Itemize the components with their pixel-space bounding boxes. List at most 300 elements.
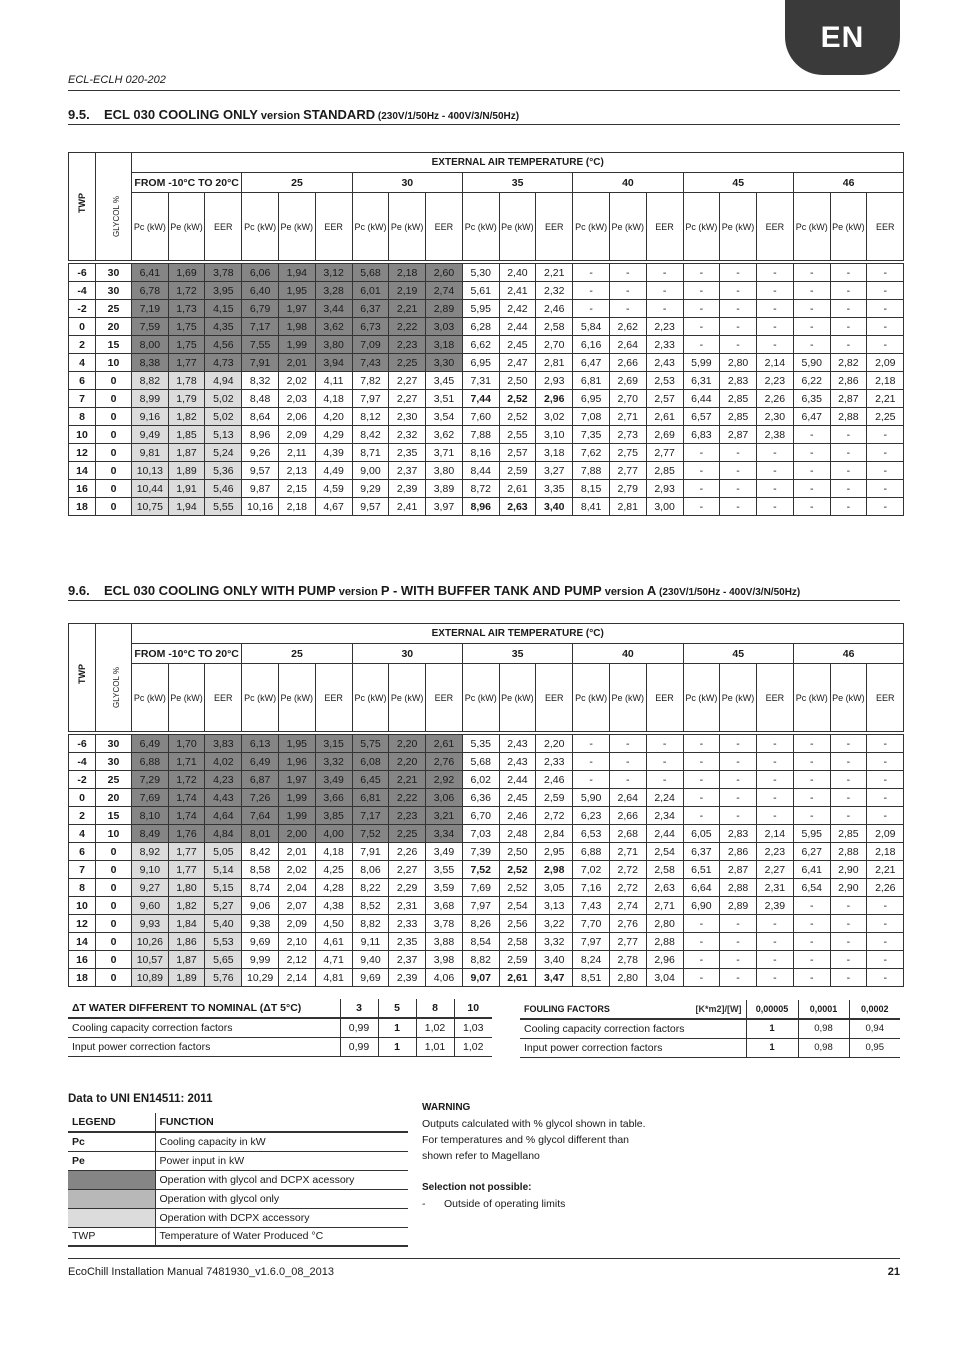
performance-cell: 10,26 — [132, 933, 169, 951]
performance-cell: 6,51 — [683, 861, 720, 879]
performance-cell: 9,49 — [132, 426, 169, 444]
performance-cell: 2,18 — [278, 498, 315, 516]
performance-cell: 2,10 — [278, 933, 315, 951]
performance-cell: 5,40 — [205, 915, 242, 933]
performance-cell: 8,22 — [352, 879, 389, 897]
performance-cell: 7,03 — [462, 825, 499, 843]
cell-value: 1,02 — [416, 1018, 454, 1037]
twp-value: 0 — [69, 318, 96, 336]
performance-cell: 9,93 — [132, 915, 169, 933]
performance-cell: 2,88 — [646, 933, 683, 951]
performance-cell: 2,74 — [609, 897, 646, 915]
performance-cell: 9,60 — [132, 897, 169, 915]
performance-cell: - — [683, 789, 720, 807]
performance-cell: 2,00 — [278, 825, 315, 843]
performance-cell: 5,14 — [205, 861, 242, 879]
section-number: 9.5. — [68, 107, 90, 122]
performance-cell: - — [683, 462, 720, 480]
performance-cell: 2,66 — [609, 354, 646, 372]
selection-line — [422, 1196, 682, 1212]
performance-cell: - — [573, 735, 610, 753]
table-row — [69, 843, 904, 861]
performance-cell: 4,06 — [425, 969, 462, 987]
performance-cell: - — [683, 735, 720, 753]
performance-cell: 6,88 — [132, 753, 169, 771]
performance-cell: 6,44 — [683, 390, 720, 408]
performance-cell: 4,43 — [205, 789, 242, 807]
performance-cell: 2,85 — [646, 462, 683, 480]
performance-cell: - — [683, 264, 720, 282]
performance-cell: 8,92 — [132, 843, 169, 861]
eer-header: EER — [315, 193, 352, 261]
performance-cell: 2,92 — [425, 771, 462, 789]
glycol-value: 20 — [96, 789, 132, 807]
performance-cell: 2,76 — [425, 753, 462, 771]
performance-cell: 7,39 — [462, 843, 499, 861]
performance-cell: 1,72 — [168, 282, 205, 300]
performance-cell: 6,08 — [352, 753, 389, 771]
performance-cell: 2,52 — [499, 408, 536, 426]
function-head: FUNCTION — [155, 1113, 408, 1132]
performance-cell: 2,64 — [609, 336, 646, 354]
selection-text: Outside of operating limits — [444, 1198, 566, 1210]
temp-group-header: 25 — [242, 173, 352, 193]
performance-cell: 6,73 — [352, 318, 389, 336]
fouling-col: 0,0002 — [849, 1000, 900, 1019]
performance-cell: - — [756, 753, 793, 771]
glycol-value: 0 — [96, 933, 132, 951]
pc-header: Pc (kW) — [573, 193, 610, 261]
performance-cell: 3,88 — [425, 933, 462, 951]
performance-cell: 2,77 — [609, 933, 646, 951]
performance-cell: 3,95 — [205, 282, 242, 300]
performance-cell: 1,87 — [168, 444, 205, 462]
performance-cell: 2,73 — [609, 426, 646, 444]
performance-cell: 1,96 — [278, 753, 315, 771]
glycol-value: 0 — [96, 969, 132, 987]
performance-cell: 2,45 — [499, 789, 536, 807]
legend-function: Operation with glycol and DCPX acessory — [155, 1170, 408, 1189]
title-version-2: A — [646, 583, 657, 598]
performance-cell: - — [609, 753, 646, 771]
performance-cell: 6,70 — [462, 807, 499, 825]
performance-cell: 2,87 — [720, 861, 757, 879]
twp-value: 14 — [69, 933, 96, 951]
performance-cell: 5,27 — [205, 897, 242, 915]
performance-cell: 6,49 — [132, 735, 169, 753]
fouling-factors-table — [520, 1000, 900, 1058]
performance-cell: 6,64 — [683, 879, 720, 897]
performance-cell: - — [830, 318, 867, 336]
performance-cell: 5,75 — [352, 735, 389, 753]
performance-cell: 8,71 — [352, 444, 389, 462]
performance-cell: 2,46 — [536, 771, 573, 789]
performance-cell: 2,12 — [278, 951, 315, 969]
performance-cell: 3,30 — [425, 354, 462, 372]
performance-cell: 6,05 — [683, 825, 720, 843]
performance-cell: - — [720, 951, 757, 969]
performance-cell: 2,42 — [499, 300, 536, 318]
performance-cell: 8,15 — [573, 480, 610, 498]
performance-cell: 2,72 — [536, 807, 573, 825]
twp-value: 12 — [69, 444, 96, 462]
performance-cell: - — [830, 480, 867, 498]
pc-header: Pc (kW) — [683, 193, 720, 261]
performance-cell: - — [793, 753, 830, 771]
performance-cell: 1,69 — [168, 264, 205, 282]
performance-cell: - — [756, 807, 793, 825]
twp-value: 10 — [69, 426, 96, 444]
pe-header: Pe (kW) — [720, 664, 757, 732]
performance-cell: 2,87 — [830, 390, 867, 408]
performance-cell: 2,11 — [278, 444, 315, 462]
performance-cell: 1,94 — [278, 264, 315, 282]
performance-cell: 1,99 — [278, 789, 315, 807]
performance-cell: 2,34 — [646, 807, 683, 825]
performance-cell: 4,67 — [315, 498, 352, 516]
performance-cell: - — [609, 771, 646, 789]
performance-cell: 6,47 — [793, 408, 830, 426]
performance-cell: 1,95 — [278, 735, 315, 753]
performance-cell: 7,09 — [352, 336, 389, 354]
performance-cell: 2,68 — [609, 825, 646, 843]
performance-cell: 6,36 — [462, 789, 499, 807]
performance-cell: - — [683, 969, 720, 987]
performance-cell: - — [720, 264, 757, 282]
performance-cell: 2,85 — [720, 408, 757, 426]
table-row — [69, 318, 904, 336]
performance-cell: 5,05 — [205, 843, 242, 861]
pc-header: Pc (kW) — [462, 664, 499, 732]
performance-cell: 4,81 — [315, 969, 352, 987]
performance-cell: 6,81 — [352, 789, 389, 807]
legend-key: TWP — [68, 1227, 155, 1246]
table-row — [69, 897, 904, 915]
fouling-col: 0,00005 — [746, 1000, 798, 1019]
performance-cell: 2,63 — [499, 498, 536, 516]
performance-cell: - — [830, 771, 867, 789]
glycol-value: 0 — [96, 372, 132, 390]
eer-header: EER — [867, 664, 904, 732]
twp-value: 12 — [69, 915, 96, 933]
legend-row — [68, 1132, 408, 1151]
performance-cell: 2,25 — [389, 825, 426, 843]
performance-cell: 7,35 — [573, 426, 610, 444]
performance-cell: - — [830, 426, 867, 444]
performance-cell: 7,88 — [462, 426, 499, 444]
legend-title: Data to UNI EN14511: 2011 — [68, 1093, 213, 1105]
table-row — [69, 264, 904, 282]
performance-cell: 3,80 — [425, 462, 462, 480]
performance-cell: 9,07 — [462, 969, 499, 987]
performance-cell: - — [609, 282, 646, 300]
performance-cell: 2,35 — [389, 933, 426, 951]
row-label: Input power correction factors — [68, 1037, 340, 1056]
performance-cell: 8,10 — [132, 807, 169, 825]
performance-cell: 5,35 — [462, 735, 499, 753]
table-row — [69, 300, 904, 318]
temp-group-header: FROM -10°C TO 20°C — [132, 173, 242, 193]
performance-cell: 2,77 — [646, 444, 683, 462]
table-row — [69, 915, 904, 933]
performance-cell: - — [793, 264, 830, 282]
performance-cell: 2,95 — [536, 843, 573, 861]
twp-value: 0 — [69, 789, 96, 807]
temp-group-header: 30 — [352, 644, 462, 664]
performance-cell: 2,70 — [609, 390, 646, 408]
twp-value: 8 — [69, 879, 96, 897]
performance-cell: 3,85 — [315, 807, 352, 825]
performance-cell: 2,44 — [499, 318, 536, 336]
performance-cell: 6,47 — [573, 354, 610, 372]
performance-cell: 3,94 — [315, 354, 352, 372]
glycol-value: 0 — [96, 480, 132, 498]
performance-cell: 1,94 — [168, 498, 205, 516]
performance-cell: - — [793, 933, 830, 951]
performance-cell: 8,42 — [242, 843, 279, 861]
performance-cell: 2,63 — [646, 879, 683, 897]
performance-cell: - — [720, 807, 757, 825]
eer-header: EER — [425, 664, 462, 732]
performance-cell: 3,83 — [205, 735, 242, 753]
performance-cell: - — [683, 498, 720, 516]
cell-value: 0,98 — [798, 1019, 849, 1038]
performance-cell: 2,04 — [278, 879, 315, 897]
performance-table-standard — [68, 152, 904, 516]
performance-cell: 2,59 — [536, 789, 573, 807]
performance-cell: 3,04 — [646, 969, 683, 987]
twp-value: -2 — [69, 300, 96, 318]
performance-cell: 2,90 — [830, 879, 867, 897]
performance-cell: 2,27 — [389, 390, 426, 408]
title-version-word: version — [335, 586, 381, 598]
eer-header: EER — [536, 664, 573, 732]
performance-cell: 9,69 — [352, 969, 389, 987]
performance-cell: 2,26 — [756, 390, 793, 408]
performance-cell: 7,91 — [242, 354, 279, 372]
performance-cell: - — [793, 462, 830, 480]
table-row — [69, 789, 904, 807]
performance-cell: 3,78 — [205, 264, 242, 282]
temp-group-header: 25 — [242, 644, 352, 664]
performance-cell: 4,02 — [205, 753, 242, 771]
glycol-value: 0 — [96, 390, 132, 408]
performance-cell: 6,57 — [683, 408, 720, 426]
performance-cell: 3,54 — [425, 408, 462, 426]
cell-value: 1 — [746, 1019, 798, 1038]
performance-cell: 7,62 — [573, 444, 610, 462]
performance-cell: 2,09 — [867, 354, 904, 372]
performance-cell: 5,46 — [205, 480, 242, 498]
performance-cell: 7,02 — [573, 861, 610, 879]
temp-group-header: 40 — [573, 644, 683, 664]
performance-cell: 2,18 — [867, 372, 904, 390]
performance-cell: 3,98 — [425, 951, 462, 969]
performance-cell: - — [793, 915, 830, 933]
performance-cell: 2,80 — [720, 354, 757, 372]
performance-cell: 8,42 — [352, 426, 389, 444]
performance-cell: 4,29 — [315, 426, 352, 444]
twp-value: 10 — [69, 897, 96, 915]
performance-cell: 2,85 — [830, 825, 867, 843]
performance-cell: 9,00 — [352, 462, 389, 480]
performance-cell: 8,74 — [242, 879, 279, 897]
performance-cell: 2,18 — [389, 264, 426, 282]
performance-cell: 2,78 — [609, 951, 646, 969]
legend-function: Operation with glycol only — [155, 1189, 408, 1208]
performance-cell: 3,89 — [425, 480, 462, 498]
performance-cell: - — [793, 282, 830, 300]
performance-cell: 6,02 — [462, 771, 499, 789]
performance-cell: - — [793, 318, 830, 336]
performance-cell: 4,94 — [205, 372, 242, 390]
legend-swatch-dark — [68, 1170, 155, 1189]
twp-value: 6 — [69, 843, 96, 861]
performance-cell: 7,43 — [352, 354, 389, 372]
performance-cell: 8,72 — [462, 480, 499, 498]
performance-cell: 2,61 — [425, 735, 462, 753]
table-row — [69, 933, 904, 951]
performance-cell: 6,41 — [793, 861, 830, 879]
performance-cell: 1,70 — [168, 735, 205, 753]
twp-value: -6 — [69, 264, 96, 282]
performance-cell: 6,81 — [573, 372, 610, 390]
performance-cell: 9,26 — [242, 444, 279, 462]
performance-cell: 4,56 — [205, 336, 242, 354]
performance-cell: 8,82 — [462, 951, 499, 969]
warning-line: For temperatures and % glycol different than — [422, 1134, 630, 1146]
performance-cell: 6,90 — [683, 897, 720, 915]
language-tab: EN — [785, 0, 900, 75]
table-row — [69, 879, 904, 897]
table-row — [69, 807, 904, 825]
twp-label: TWP — [77, 193, 87, 213]
table-row — [68, 1037, 492, 1056]
performance-cell: - — [720, 969, 757, 987]
performance-cell: 4,38 — [315, 897, 352, 915]
performance-cell: - — [720, 498, 757, 516]
performance-cell: 2,62 — [609, 318, 646, 336]
performance-cell: 2,74 — [425, 282, 462, 300]
performance-cell: 9,57 — [352, 498, 389, 516]
fouling-title: FOULING FACTORS — [520, 1000, 640, 1019]
performance-cell: 2,14 — [278, 969, 315, 987]
performance-cell: - — [793, 951, 830, 969]
table-row — [520, 1038, 900, 1057]
pe-header: Pe (kW) — [499, 193, 536, 261]
performance-cell: 7,70 — [573, 915, 610, 933]
performance-cell: - — [720, 789, 757, 807]
performance-cell: 2,66 — [609, 807, 646, 825]
performance-cell: - — [609, 300, 646, 318]
performance-cell: - — [830, 264, 867, 282]
performance-cell: 10,13 — [132, 462, 169, 480]
performance-cell: - — [720, 753, 757, 771]
performance-cell: 1,87 — [168, 951, 205, 969]
performance-cell: 8,12 — [352, 408, 389, 426]
twp-value: -4 — [69, 282, 96, 300]
delta-t-correction-table — [68, 999, 492, 1057]
performance-cell: 2,06 — [278, 408, 315, 426]
performance-cell: 1,77 — [168, 843, 205, 861]
glycol-value: 30 — [96, 753, 132, 771]
performance-cell: 2,41 — [389, 498, 426, 516]
performance-cell: 6,79 — [242, 300, 279, 318]
performance-cell: 2,23 — [389, 336, 426, 354]
pc-header: Pc (kW) — [462, 193, 499, 261]
glycol-header — [96, 644, 132, 732]
performance-cell: 8,96 — [462, 498, 499, 516]
title-voltage: (230V/1/50Hz - 400V/3/N/50Hz) — [375, 111, 520, 122]
performance-cell: 4,25 — [315, 861, 352, 879]
twp-header — [69, 153, 96, 261]
performance-cell: 2,72 — [609, 879, 646, 897]
performance-cell: 6,01 — [352, 282, 389, 300]
performance-cell: 2,40 — [499, 264, 536, 282]
performance-cell: 2,23 — [646, 318, 683, 336]
performance-cell: - — [867, 444, 904, 462]
twp-label: TWP — [77, 664, 87, 684]
performance-cell: 2,46 — [499, 807, 536, 825]
delta-t-col: 5 — [378, 999, 416, 1018]
performance-cell: 6,53 — [573, 825, 610, 843]
performance-cell: 6,27 — [793, 843, 830, 861]
performance-cell: 4,71 — [315, 951, 352, 969]
table-row — [69, 771, 904, 789]
page-number: 21 — [887, 1266, 900, 1278]
pe-header: Pe (kW) — [278, 664, 315, 732]
performance-cell: 2,13 — [278, 462, 315, 480]
performance-cell: 4,23 — [205, 771, 242, 789]
glycol-value: 30 — [96, 264, 132, 282]
warning-line: shown refer to Magellano — [422, 1150, 540, 1162]
performance-cell: 9,10 — [132, 861, 169, 879]
table-row — [69, 969, 904, 987]
row-label: Cooling capacity correction factors — [520, 1019, 746, 1038]
legend-swatch-medium — [68, 1189, 155, 1208]
header-rule — [68, 90, 900, 91]
performance-cell: 9,99 — [242, 951, 279, 969]
performance-cell: 3,59 — [425, 879, 462, 897]
performance-cell: - — [720, 462, 757, 480]
performance-cell: 5,30 — [462, 264, 499, 282]
performance-cell: 3,10 — [536, 426, 573, 444]
performance-cell: 2,82 — [830, 354, 867, 372]
performance-cell: - — [720, 933, 757, 951]
performance-cell: 9,69 — [242, 933, 279, 951]
pc-header: Pc (kW) — [793, 193, 830, 261]
performance-cell: 2,55 — [499, 426, 536, 444]
performance-cell: - — [830, 753, 867, 771]
performance-cell: 3,80 — [315, 336, 352, 354]
pc-header: Pc (kW) — [352, 664, 389, 732]
performance-cell: 5,65 — [205, 951, 242, 969]
glycol-value: 30 — [96, 282, 132, 300]
performance-cell: 4,73 — [205, 354, 242, 372]
performance-cell: 2,79 — [609, 480, 646, 498]
pe-header: Pe (kW) — [499, 664, 536, 732]
performance-cell: 1,72 — [168, 771, 205, 789]
performance-cell: 4,15 — [205, 300, 242, 318]
performance-cell: 2,01 — [278, 843, 315, 861]
performance-cell: 7,29 — [132, 771, 169, 789]
performance-cell: 2,90 — [830, 861, 867, 879]
performance-cell: 9,16 — [132, 408, 169, 426]
performance-cell: 2,59 — [499, 951, 536, 969]
twp-value: -2 — [69, 771, 96, 789]
performance-cell: - — [720, 915, 757, 933]
table-row — [69, 282, 904, 300]
